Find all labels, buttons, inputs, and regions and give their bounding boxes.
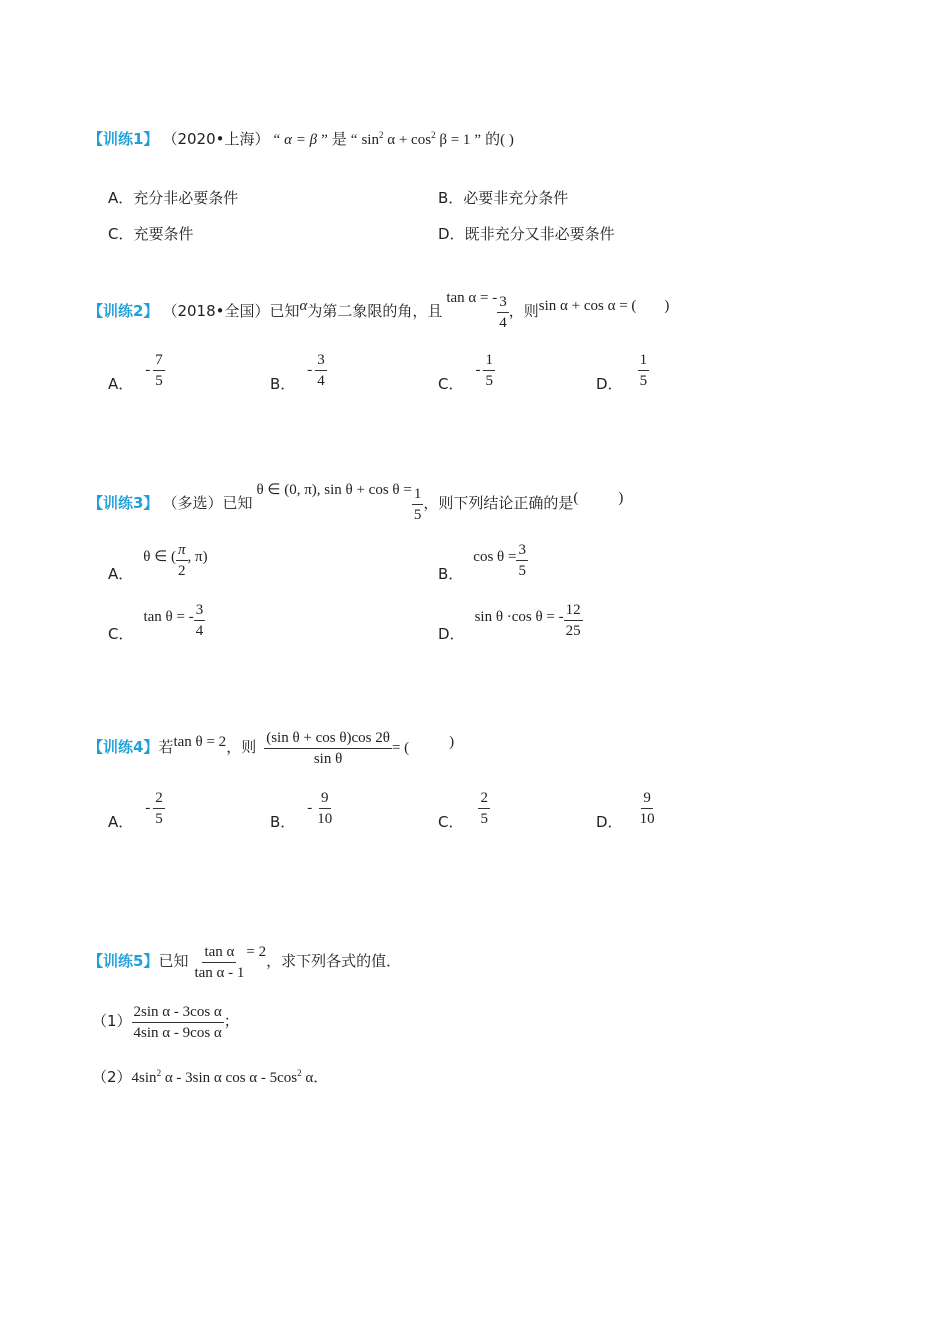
q3-text: ，则下列结论正确的是 bbox=[423, 494, 574, 512]
q3-cond: θ ∈ (0, π), sin θ + cos θ = bbox=[256, 482, 412, 498]
q4-option-a: A．- $\frac{2}{5}$ bbox=[108, 790, 163, 831]
q1-cond-b: $\sin^2 \alpha + \cos^2 \beta = 1$ bbox=[361, 130, 471, 148]
q2-option-c: C．- $\frac{1}{5}$ bbox=[438, 352, 493, 393]
q3-option-a: A．θ ∈ ( $\frac{\pi}{2}$ , π) bbox=[108, 542, 208, 583]
q4-eq: = ( bbox=[391, 740, 410, 757]
q1-option-c: C．充要条件 bbox=[108, 225, 194, 243]
q5-part2 bbox=[92, 1066, 328, 1087]
q2-tan-frac: $\frac{3}{4}$ bbox=[499, 293, 507, 331]
q2-expr: sin α + cos α = ( bbox=[538, 298, 637, 314]
q2-tan: tan α = - bbox=[446, 290, 498, 306]
q2-label: 【训练2】 bbox=[88, 302, 159, 320]
q3-cond-frac: $\frac{1}{5}$ bbox=[413, 485, 422, 523]
q4-label: 【训练4】 bbox=[88, 738, 159, 757]
q3-line bbox=[88, 480, 623, 525]
q3-option-c: C．tan θ = - $\frac{3}{4}$ bbox=[108, 602, 204, 643]
q3-paren-open: ( bbox=[573, 490, 579, 506]
q5-part1 bbox=[92, 1002, 239, 1043]
q4-option-b: B．- $\frac{9}{10}$ bbox=[270, 790, 333, 831]
q1-cond-a: α = β bbox=[284, 132, 318, 148]
q2-option-b: B．- $\frac{3}{4}$ bbox=[270, 352, 325, 393]
q4-line bbox=[88, 728, 454, 769]
q5-part1-frac: $\frac{\text{2sin α - 3cos α}}{\text{4sin α - 9cos α}}$ bbox=[133, 1004, 222, 1041]
q5-known: 已知 bbox=[158, 952, 189, 971]
q5-label: 【训练5】 bbox=[88, 952, 159, 971]
q3-source: （多选）已知 bbox=[162, 494, 253, 512]
q4-option-d: D． $\frac{9}{10}$ bbox=[596, 790, 655, 831]
q5-part2-expr: $4\sin^2$ α - 3sin α cos α - $5\cos^2$ α bbox=[131, 1068, 314, 1086]
q1-line bbox=[88, 128, 514, 149]
q2-line bbox=[88, 290, 669, 333]
q1-of: 的 bbox=[485, 130, 501, 148]
q4-cond: tan θ = 2 bbox=[173, 734, 227, 751]
q1-source: （2020•上海） bbox=[162, 130, 270, 148]
q1-option-a: A．充分非必要条件 bbox=[108, 189, 239, 207]
q2-comma: ，则 bbox=[508, 302, 539, 320]
q3-option-d: D．sin θ ·cos θ = - $\frac{12}{25}$ bbox=[438, 602, 581, 643]
q5-line bbox=[88, 942, 401, 983]
q5-frac: $\frac{\text{tan α}}{\text{tan α - 1}}$ bbox=[194, 944, 245, 981]
q4-option-c: C． $\frac{2}{5}$ bbox=[438, 790, 488, 831]
q1-quote-open-2: “ bbox=[350, 132, 358, 148]
q1-label: 【训练1】 bbox=[88, 130, 159, 148]
q3-paren-close: ) bbox=[618, 490, 624, 506]
q3-option-b: B．cos θ = $\frac{3}{5}$ bbox=[438, 542, 526, 583]
q1-quote-open: “ bbox=[273, 132, 281, 148]
q4-if: 若 bbox=[158, 738, 174, 757]
q5-part1-key: （1） bbox=[92, 1012, 132, 1031]
q5-part2-key: （2） bbox=[92, 1068, 132, 1086]
q2-option-a: A．- $\frac{7}{5}$ bbox=[108, 352, 163, 393]
q3-label: 【训练3】 bbox=[88, 494, 159, 512]
q2-text: 为第二象限的角，且 bbox=[307, 302, 443, 320]
q1-quote-close-2: ” bbox=[474, 132, 482, 148]
q1-is: 是 bbox=[331, 130, 347, 148]
q1-option-d: D．既非充分又非必要条件 bbox=[438, 225, 615, 243]
q4-close: ) bbox=[449, 734, 455, 751]
q4-then: ，则 bbox=[226, 738, 257, 757]
q1-quote-close: ” bbox=[321, 132, 328, 148]
q5-text: ，求下列各式的值． bbox=[266, 952, 402, 971]
q5-eq: = 2 bbox=[246, 944, 267, 961]
q5-part2-end: ． bbox=[313, 1068, 329, 1086]
q2-option-d: D． $\frac{1}{5}$ bbox=[596, 352, 648, 393]
q1-option-b: B．必要非充分条件 bbox=[438, 189, 569, 207]
q2-alpha: α bbox=[299, 298, 308, 314]
q1-paren: ( ) bbox=[500, 132, 514, 148]
q2-source: （2018•全国）已知 bbox=[162, 302, 300, 320]
q2-close: ) bbox=[664, 298, 670, 314]
q5-part1-end: ； bbox=[223, 1012, 239, 1031]
q4-frac: $\frac{\text{(sin θ + cos θ)cos 2θ}}{\text{sin θ}}$ bbox=[266, 730, 390, 767]
